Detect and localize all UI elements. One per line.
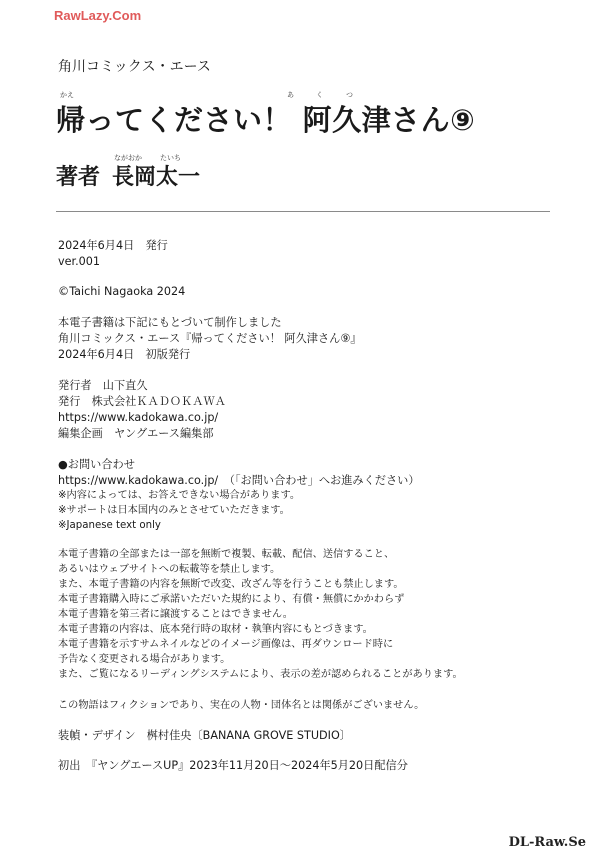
legal-line: 本電子書籍の内容は、底本発行時の取材・執筆内容にもとづきます。 — [58, 624, 373, 635]
book-title: 帰ってください！ 阿久津さん⑨ — [56, 103, 476, 137]
title-ruby-tsu: つ — [346, 91, 353, 99]
title-ruby-ku: く — [316, 91, 323, 99]
header-divider — [56, 211, 550, 212]
imprint-label: 角川コミックス・エース — [58, 59, 211, 75]
author-name: 長岡太一 — [112, 165, 201, 190]
publisher-url[interactable]: https://www.kadokawa.co.jp/ — [58, 411, 219, 424]
title-ruby-kae: かえ — [60, 91, 74, 99]
fiction-notice: この物語はフィクションであり、実在の人物・団体名とは関係がございません。 — [58, 700, 425, 711]
legal-line: 本電子書籍を示すサムネイルなどのイメージ画像は、再ダウンロード時に — [58, 639, 394, 650]
legal-line: あるいはウェブサイトへの転載等を禁止します。 — [58, 564, 281, 575]
publisher-company: 発行 株式会社ＫＡＤＯＫＡＷＡ — [58, 395, 226, 408]
design-credit: 装幀・デザイン 桝村佳央〔BANANA GROVE STUDIO〕 — [58, 729, 351, 742]
source-line-2: 角川コミックス・エース『帰ってください！ 阿久津さん⑨』 — [58, 332, 362, 345]
legal-line: また、本電子書籍の内容を無断で改変、改ざん等を行うことも禁止します。 — [58, 579, 404, 590]
title-ruby-a: あ — [287, 91, 294, 99]
legal-line: 本電子書籍の全部または一部を無断で複製、転載、配信、送信すること、 — [58, 549, 395, 560]
contact-url[interactable]: https://www.kadokawa.co.jp/ （「お問い合わせ」へお進みください） — [58, 474, 420, 487]
publisher-issuer: 発行者 山下直久 — [58, 379, 148, 392]
publication-date: 2024年6月4日 発行 — [58, 239, 168, 252]
contact-note-2: ※サポートは日本国内のみとさせていただきます。 — [58, 505, 290, 516]
legal-line: また、ご覧になるリーディングシステムにより、表示の差が認められることがあります。 — [58, 669, 463, 680]
legal-line: 本電子書籍購入時にご承諾いただいた規約により、有償・無償にかかわらず — [58, 594, 405, 605]
source-line-3: 2024年6月4日 初版発行 — [58, 348, 191, 361]
legal-line: 予告なく変更される場合があります。 — [58, 654, 231, 665]
watermark-top: RawLazy.Com — [54, 8, 142, 23]
contact-heading: ●お問い合わせ — [58, 458, 135, 471]
publisher-editor: 編集企画 ヤングエース編集部 — [58, 427, 214, 440]
source-line-1: 本電子書籍は下記にもとづいて制作しました — [58, 316, 282, 329]
author-ruby-taichi: たいち — [160, 154, 181, 162]
legal-line: 本電子書籍を第三者に譲渡することはできません。 — [58, 609, 293, 620]
first-appearance: 初出 『ヤングエースUP』2023年11月20日〜2024年5月20日配信分 — [58, 759, 408, 772]
copyright: ©Taichi Nagaoka 2024 — [58, 285, 186, 298]
contact-note-3: ※Japanese text only — [58, 520, 161, 531]
author-ruby-nagaoka: ながおか — [114, 154, 142, 162]
contact-note-1: ※内容によっては、お答えできない場合があります。 — [58, 490, 301, 501]
author-label: 著者 — [56, 165, 101, 190]
version: ver.001 — [58, 255, 100, 268]
watermark-bottom: DL-Raw.Se — [508, 835, 586, 850]
